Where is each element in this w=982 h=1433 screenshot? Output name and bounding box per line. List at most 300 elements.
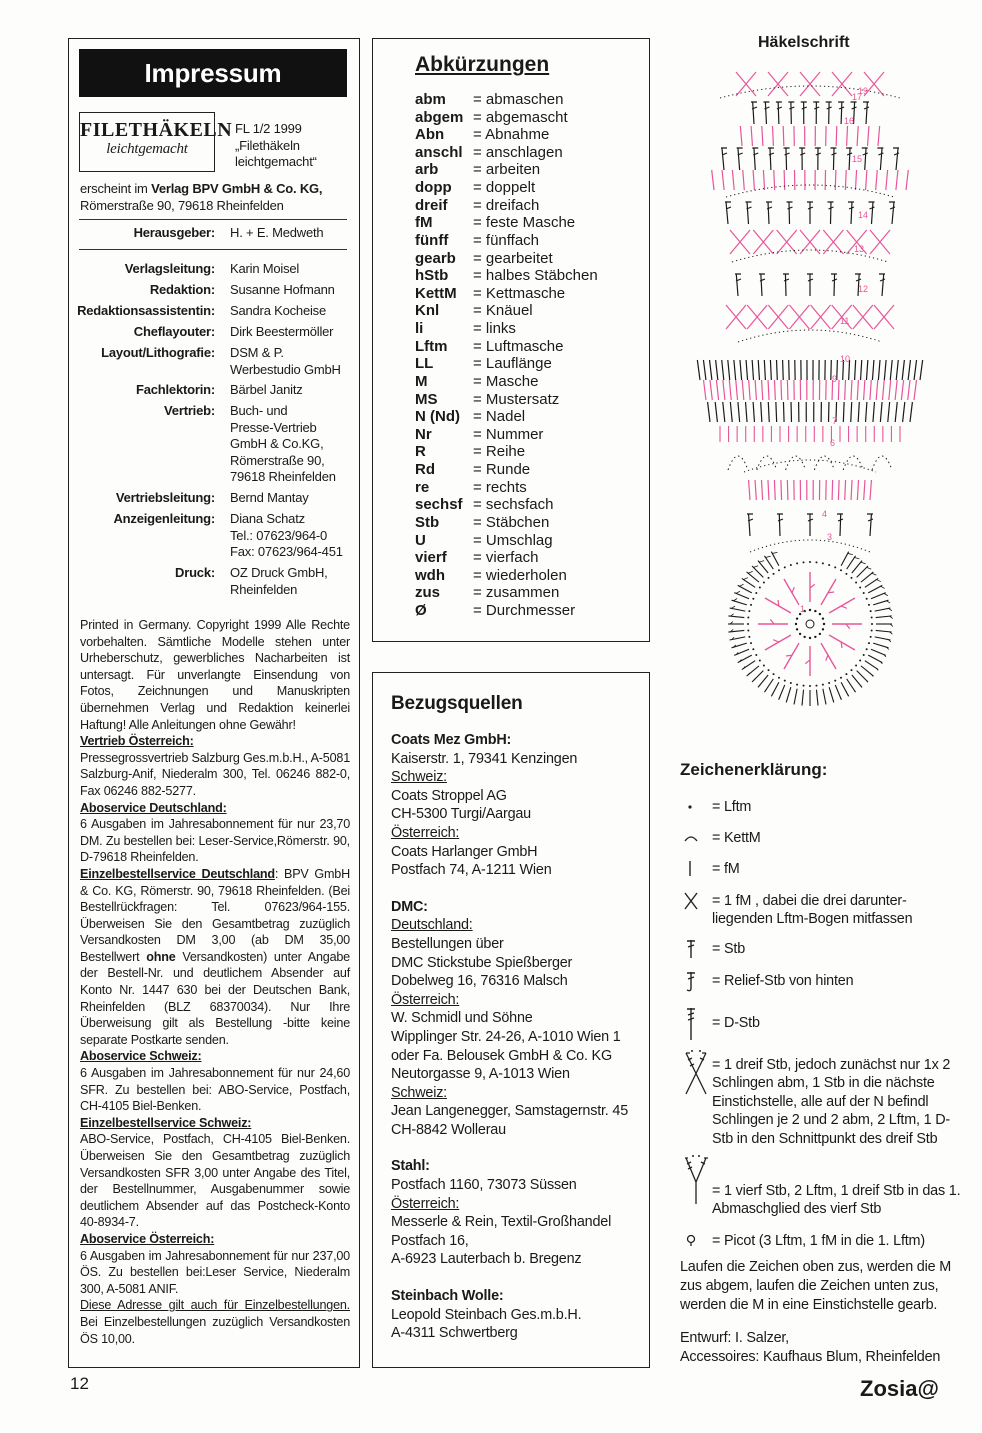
legend-item [684, 829, 974, 849]
chart-stitch [710, 380, 712, 400]
chart-stitch [740, 360, 742, 380]
pink-stitch-tick [792, 587, 794, 593]
legend-item [684, 1232, 974, 1252]
abo-de-heading: Aboservice Deutschland: [80, 800, 227, 815]
abbreviation-row [415, 584, 645, 602]
note-text: Laufen die Zeichen oben zus, werden die M zus abgem, laufen die Zeichen unten zus, werden die M in eine Einstichstelle gearb. [680, 1259, 951, 1313]
chart-stitch [830, 148, 836, 170]
crochet-chart [672, 62, 962, 752]
chart-stitch [746, 402, 748, 422]
abbreviation-value: = Reihe [473, 443, 526, 461]
black-stitch [873, 643, 888, 648]
chart-stitch [755, 480, 756, 500]
chart-stitch [730, 230, 750, 254]
abbreviation-value: = Stäbchen [473, 513, 550, 531]
chart-stitch [855, 360, 856, 380]
chart-stitch [832, 72, 852, 96]
chart-stitch [736, 380, 738, 400]
chain-dot [863, 654, 865, 656]
chain-dot [778, 677, 780, 679]
chart-stitch [908, 380, 910, 400]
abbreviation-row [415, 214, 645, 232]
chain-dot [859, 587, 861, 589]
abbreviation-row [415, 250, 645, 268]
abbreviation-row [415, 285, 645, 303]
abo-de-text: 6 Ausgaben im Jahresabonnement für nur 23,70 DM. Zu bestellen bei: Leser-Service,Römerstr. 90, D-79618 Rheinfelden. [80, 817, 350, 865]
copyright-text: Printed in Germany. Copyright 1999 Alle Rechte vorbehalten. Sämtliche Modelle stehen unter Urheberschutz, gewerbliches Nacharbeiten ist untersagt. Für unverlangte Einsendung von Fotos, Zeichnungen und Manuskripten übernehmen Verlag und Redaktion keinerlei Haftung! Alle Anleitungen ohne Gewähr! [80, 618, 350, 732]
page-number: 12 [70, 1374, 89, 1393]
chart-stitch [761, 480, 762, 500]
chart-stitch [864, 480, 865, 500]
chart-stitch [768, 480, 769, 500]
black-stitch [868, 585, 882, 593]
chart-stitch [728, 360, 730, 380]
stitch-top [743, 578, 747, 580]
row-number: 4 [822, 509, 828, 519]
chart-stitch [774, 480, 775, 500]
chain-dot [871, 629, 873, 631]
abbreviation-value: = abmaschen [473, 91, 564, 108]
staff-value: Römerstraße 90, [230, 452, 325, 468]
supplier-line: Bestellungen über [391, 935, 504, 952]
chain-dot [823, 623, 825, 625]
staff-value: DSM & P. [230, 345, 284, 360]
black-stitch [847, 679, 856, 692]
chart-stitch [725, 202, 731, 224]
publisher-address: Römerstraße 90, 79618 Rheinfelden [80, 197, 284, 213]
chain-dot [859, 659, 861, 661]
chart-stitch [721, 148, 727, 170]
haekelschrift-title: Häkelschrift [758, 34, 850, 51]
chain-dot [796, 628, 798, 630]
chart-stitch [807, 514, 813, 536]
legend-title: Zeichenerklärung: [680, 760, 828, 779]
legend-text: = 1 fM , dabei die drei darunter- liegenden Lftm-Bogen mitfassen [712, 893, 913, 928]
staff-value: Sandra Kocheise [230, 303, 327, 318]
staff-label: Redaktionsassistentin: [77, 303, 215, 318]
staff-value: Bärbel Janitz [230, 382, 303, 397]
chart-stitch [726, 305, 746, 329]
chart-stitch [763, 102, 769, 124]
chart-stitch [857, 480, 858, 500]
staff-label: Redaktion: [149, 282, 215, 297]
legend-item [684, 940, 974, 960]
bar-icon [684, 858, 710, 880]
row-number: 16 [844, 116, 855, 126]
chart-stitch [826, 102, 832, 124]
chain-dot [822, 562, 824, 564]
row-number: 3 [827, 532, 833, 542]
chart-stitch [768, 72, 788, 96]
black-stitch [861, 572, 873, 582]
abo-at-heading: Aboservice Österreich: [80, 1231, 215, 1246]
chain-dot [814, 610, 816, 612]
chain-dot [828, 682, 830, 684]
stitch-top [748, 571, 753, 573]
pink-stitch [821, 643, 836, 669]
design-credit: Entwurf: I. Salzer, [680, 1330, 789, 1346]
chart-stitch [903, 402, 905, 422]
pink-stitch-tick [770, 619, 774, 624]
stitch-top [787, 700, 788, 701]
black-stitch [857, 671, 868, 682]
abbreviation-row [415, 443, 645, 461]
chart-stitch [787, 380, 788, 400]
staff-label: Vertrieb: [164, 403, 215, 418]
chart-stitch [799, 148, 805, 170]
chain-dot [747, 629, 749, 631]
abbreviation-row [415, 408, 645, 426]
chain-dot [868, 604, 870, 606]
abbreviation-value: = Nadel [473, 408, 526, 426]
chart-stitch [716, 380, 718, 400]
legend-text: = 1 dreif Stb, jedoch zunächst nur 1x 2 Schlingen abm, 1 Stb in die nächste Einstichstelle, alle auf der N befindl Schlingen je 2 und 2 abm, 2 Lftm, 1 D-Stb in den Schnittpunkt des dreif Stb [712, 1057, 951, 1147]
black-stitch [841, 682, 849, 696]
abbreviation-key: Ø [415, 601, 427, 619]
supplier-heading: Stahl: [391, 1158, 430, 1175]
magazine-logo [79, 112, 233, 172]
staff-label: Layout/Lithografie: [101, 345, 215, 360]
abo-at-note: Diese Adresse gilt auch für Einzelbestellungen. [80, 1298, 350, 1313]
abbreviation-key: MS [415, 390, 438, 408]
abbreviation-key: Nr [415, 425, 432, 443]
chart-stitch [747, 514, 753, 536]
chart-stitch [864, 380, 865, 400]
chart-stitch [746, 202, 752, 224]
chart-stitch [776, 102, 782, 124]
accessories-credit: Accessoires: Kaufhaus Blum, Rheinfelden [680, 1349, 941, 1365]
legend-text: = D-Stb [712, 1015, 760, 1031]
pink-stitch-tick [841, 642, 842, 648]
abbreviation-key: abgem [415, 108, 464, 126]
abbreviation-row [415, 514, 645, 532]
chart-stitch [845, 380, 846, 400]
staff-value: OZ Druck GmbH, [230, 565, 328, 580]
chain-dot [784, 680, 786, 682]
chart-stitch [807, 202, 813, 224]
legend-item [684, 972, 974, 992]
row-number: 6 [830, 438, 836, 448]
chart-stitch [876, 380, 878, 400]
x-icon [684, 890, 710, 912]
chart-stitch [851, 402, 852, 422]
chain-dot [755, 592, 757, 594]
chart-stitch [870, 230, 890, 254]
stitch-top [753, 679, 754, 681]
chain-dot [763, 664, 765, 666]
chart-stitch [895, 380, 897, 400]
abbreviation-key: hStb [415, 267, 449, 285]
black-stitch [873, 600, 888, 605]
stitch-top [867, 567, 872, 569]
chart-stitch [768, 148, 774, 170]
chart-stitch [813, 102, 819, 124]
chain-dot [752, 598, 754, 600]
chain-dot [822, 684, 824, 686]
chain-dot [815, 685, 817, 687]
chain-dot [803, 561, 805, 563]
supplier-line: Kaiserstr. 1, 79341 Kenzingen [391, 750, 578, 767]
abbreviation-value: = anschlagen [473, 143, 563, 161]
chart-stitch [753, 230, 773, 254]
supplier-line: CH-8842 Wollerau [391, 1121, 506, 1138]
chart-stitch [888, 402, 890, 422]
chart-stitch [890, 360, 892, 380]
chart-stitch [835, 170, 836, 190]
abbreviation-key: Rd [415, 461, 435, 479]
issue-line: FL 1/2 1999 [235, 121, 302, 136]
staff-label: Vertriebsleitung: [115, 490, 215, 505]
supplier-line: W. Schmidl und Söhne [391, 1010, 533, 1027]
chart-stitch [762, 380, 763, 400]
stitch-top [877, 580, 881, 582]
chart-stitch [878, 126, 880, 146]
abbreviation-value: = wiederholen [473, 566, 567, 584]
staff-value: Presse-Vertrieb [230, 419, 317, 435]
chart-stitch [884, 360, 886, 380]
abbreviation-value: = rechts [473, 478, 527, 496]
chart-stitch [710, 360, 712, 380]
abbreviation-value: = Luftmasche [473, 337, 564, 355]
abbreviation-value: = Masche [473, 372, 539, 390]
chain-arc [726, 185, 894, 197]
chart-stitch [777, 514, 783, 536]
abbreviation-key: R [415, 443, 426, 461]
abbreviation-key: Lftm [415, 337, 448, 355]
einzel-de-heading: Einzelbestellservice Deutschland [80, 866, 275, 881]
chart-stitch [730, 402, 732, 422]
abbreviation-row [415, 179, 645, 197]
staff-value: Tel.: 07623/964-0 [230, 527, 328, 543]
chart-stitch [768, 380, 769, 400]
chart-stitch [878, 360, 880, 380]
chain-dot [809, 561, 811, 563]
abbreviation-value: = doppelt [473, 179, 536, 197]
chart-stitch [914, 380, 916, 400]
chain-dot [809, 609, 811, 611]
chart-stitch [845, 480, 846, 500]
pink-stitch [765, 635, 791, 650]
stitch-top [887, 601, 891, 603]
chart-stitch [762, 126, 763, 146]
black-stitch [865, 661, 878, 670]
impressum-title: Impressum [79, 49, 347, 97]
dot-icon [684, 796, 710, 818]
abbreviation-key: li [415, 320, 424, 338]
chain-dot [822, 617, 824, 619]
chart-stitch [848, 202, 854, 224]
chart-stitch [895, 402, 897, 422]
herausgeber-value: H. + E. Medweth [230, 225, 324, 240]
supplier-line: Leopold Steinbach Ges.m.b.H. [391, 1306, 582, 1323]
chart-stitch [880, 402, 882, 422]
chart-stitch [783, 360, 784, 380]
dreif-icon [684, 1050, 710, 1098]
chart-stitch [738, 402, 740, 422]
abbreviation-key: fM [415, 214, 433, 232]
row-number: 7 [832, 416, 838, 426]
pink-stitch-tick [773, 640, 779, 642]
chain-dot [768, 669, 770, 671]
abbreviation-row [415, 496, 645, 514]
stitch-top [733, 598, 737, 600]
staff-label: Fachlektorin: [135, 382, 215, 397]
country-heading: Schweiz: [391, 769, 447, 786]
chain-dot [778, 569, 780, 571]
chart-stitch [747, 305, 767, 329]
abbreviation-value: = arbeiten [473, 161, 541, 179]
abbreviation-row [415, 532, 645, 550]
pink-stitch-tick [786, 655, 792, 656]
chart-stitch [851, 480, 852, 500]
chart-stitch [759, 274, 765, 296]
chain-dot [850, 669, 852, 671]
chart-stitch [855, 170, 856, 190]
chain-dot [750, 604, 752, 606]
chart-stitch [774, 170, 775, 190]
center-ring-mark [806, 620, 814, 628]
impressum-fine-print [80, 617, 350, 1347]
chain-dot [795, 623, 797, 625]
abbreviation-value: = Umschlag [473, 531, 553, 549]
chart-stitch [752, 360, 753, 380]
stitch-top [732, 606, 736, 608]
abo-at-text: 6 Ausgaben im Jahresabonnement für nur 237,00 ÖS. Zu bestellen bei:Leser Service, Niederalm 300, A-5081 ANIF. [80, 1248, 350, 1296]
chart-stitch [866, 402, 867, 422]
chain-dot [799, 633, 801, 635]
publisher-info [80, 181, 322, 214]
chart-stitch [788, 102, 794, 124]
abbreviation-key: anschl [415, 143, 463, 161]
black-stitch [857, 566, 868, 577]
chart-stitch [863, 102, 869, 124]
row-number: 19 [858, 86, 869, 96]
chain-dot [866, 598, 868, 600]
legend-text: = KettM [712, 830, 761, 846]
chain-dot [870, 610, 872, 612]
chart-stitch [755, 380, 756, 400]
pink-stitch-tick [841, 606, 847, 608]
chart-stitch [740, 126, 742, 146]
chart-stitch [857, 126, 858, 146]
chart-stitch [742, 380, 744, 400]
chart-stitch [874, 305, 894, 329]
chart-stitch [783, 402, 784, 422]
chart-stitch [746, 360, 747, 380]
picot-icon [684, 1230, 710, 1252]
chart-stitch [879, 274, 885, 296]
staff-value: Werbestudio GmbH [230, 361, 341, 377]
chart-stitch [751, 126, 752, 146]
country-heading: Österreich: [391, 824, 460, 841]
chart-stitch [831, 274, 837, 296]
chain-dot [803, 685, 805, 687]
chart-stitch [801, 102, 807, 124]
abbreviation-value: = feste Masche [473, 214, 576, 232]
impressum-box [68, 38, 360, 1368]
chart-stitch [837, 514, 843, 536]
abbreviation-row [415, 91, 645, 109]
chain-dot [748, 636, 750, 638]
bezugsquellen-title: Bezugsquellen [391, 693, 523, 714]
abbreviation-key: Abn [415, 126, 445, 144]
chart-stitch [716, 360, 718, 380]
chart-stitch [753, 170, 754, 190]
black-stitch [852, 561, 862, 573]
chart-stitch [723, 402, 725, 422]
stitch-top [766, 556, 771, 557]
divider [79, 249, 347, 250]
chart-stitch [743, 170, 745, 190]
abbreviation-value: = Abnahme [473, 126, 550, 144]
chart-stitch [807, 274, 813, 296]
chain-dot [845, 673, 847, 675]
chart-stitch [751, 102, 757, 124]
abbreviation-key: arb [415, 161, 439, 179]
chain-dot [868, 642, 870, 644]
black-stitch [868, 655, 882, 663]
black-stitch [823, 689, 826, 705]
chart-stitch [729, 380, 731, 400]
pink-stitch-tick [810, 584, 815, 588]
chain-arc [786, 456, 806, 470]
abbreviation-row [415, 549, 645, 567]
stitch-top [872, 573, 876, 575]
abbreviation-key: sechsf [415, 496, 463, 514]
legend-text: = Relief-Stb von hinten [712, 973, 854, 989]
legend-text: = Picot (3 Lftm, 1 fM in die 1. Lftm) [712, 1233, 925, 1249]
logo-line1: FILETHÄKELN [80, 119, 233, 141]
stitch-top [884, 593, 888, 595]
black-stitch [829, 687, 834, 702]
chart-stitch [866, 360, 867, 380]
chart-stitch [914, 360, 916, 380]
row-number: 13 [854, 244, 865, 254]
abbreviation-row [415, 461, 645, 479]
row-number: 11 [840, 316, 850, 326]
chart-stitch [901, 380, 903, 400]
publisher-name: Verlag BPV GmbH & Co. KG, [151, 181, 323, 196]
black-stitch [841, 552, 849, 566]
chart-stitch [697, 360, 700, 380]
abbreviation-key: re [415, 478, 430, 496]
abbreviation-value: = Kettmasche [473, 284, 566, 302]
chain-dot [759, 659, 761, 661]
chart-stitch [775, 380, 776, 400]
stitch-top [861, 686, 862, 687]
staff-label: Verlagsleitung: [124, 261, 215, 276]
abbreviation-key: LL [415, 355, 434, 373]
chain-dot [845, 573, 847, 575]
abbreviation-value: = Knäuel [473, 302, 533, 320]
chart-stitch [861, 360, 862, 380]
chart-stitch [853, 305, 873, 329]
stitch-top [867, 681, 868, 683]
abbreviation-key: vierf [415, 549, 447, 567]
country-heading: Österreich: [391, 991, 460, 1008]
chart-stitch [896, 170, 898, 190]
supplier-line: oder Fa. Belousek GmbH & Co. KG [391, 1047, 612, 1064]
supplier-line: A-4311 Schwertberg [391, 1325, 518, 1342]
stitch-top [888, 608, 891, 610]
chain-dot [819, 633, 821, 635]
supplier-line: Neutorgasse 9, A-1013 Wien [391, 1066, 570, 1083]
abbreviation-value: = gearbeitet [473, 249, 553, 267]
stitch-top [739, 584, 743, 586]
chain-dot [747, 623, 749, 625]
chart-stitch [715, 402, 717, 422]
abbreviation-key: zus [415, 584, 441, 602]
